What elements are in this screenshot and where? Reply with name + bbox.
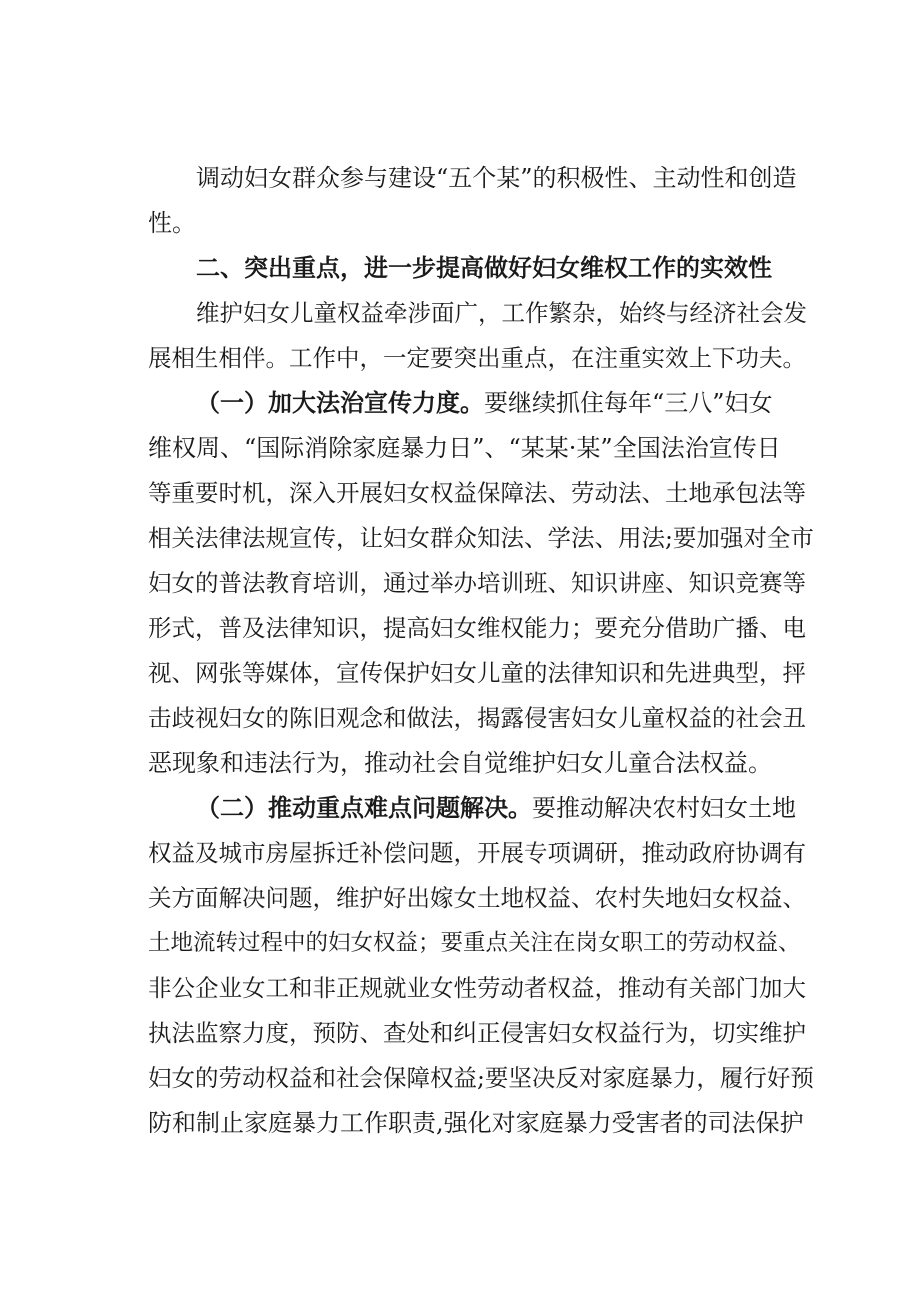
paragraph-line: 妇女的劳动权益和社会保障权益;要坚决反对家庭暴力，履行好预 <box>148 1064 814 1092</box>
paragraph-line: 形式，普及法律知识，提高妇女维权能力；要充分借助广播、电 <box>148 614 806 642</box>
section-heading: 二、突出重点，进一步提高做好妇女维权工作的实效性 <box>196 254 772 282</box>
paragraph-line: 展相生相伴。工作中，一定要突出重点，在注重实效上下功夫。 <box>148 344 806 372</box>
paragraph-line: 维权周、“国际消除家庭暴力日”、“某某·某”全国法治宣传日 <box>148 434 781 462</box>
subsection-title: （一）加大法治宣传力度。 <box>196 388 484 417</box>
paragraph-line: 非公企业女工和非正规就业女性劳动者权益，推动有关部门加大 <box>148 974 806 1002</box>
paragraph-line: 防和制止家庭暴力工作职责,强化对家庭暴力受害者的司法保护 <box>148 1109 804 1137</box>
subsection-text: 要继续抓住每年“三八”妇女 <box>484 389 773 417</box>
paragraph-line: 维护妇女儿童权益牵涉面广，工作繁杂，始终与经济社会发 <box>196 299 807 327</box>
paragraph-line: 视、网张等媒体，宣传保护妇女儿童的法律知识和先进典型，抨 <box>148 659 806 687</box>
subsection-text: 要推动解决农村妇女土地 <box>532 794 796 822</box>
paragraph-line: 相关法律法规宣传，让妇女群众知法、学法、用法;要加强对全市 <box>148 524 814 552</box>
paragraph-line: 妇女的普法教育培训，通过举办培训班、知识讲座、知识竞赛等 <box>148 569 806 597</box>
paragraph-line: 权益及城市房屋拆迁补偿问题，开展专项调研，推动政府协调有 <box>148 839 806 867</box>
paragraph-line: 恶现象和违法行为，推动社会自觉维护妇女儿童合法权益。 <box>148 749 772 777</box>
paragraph-line: 击歧视妇女的陈旧观念和做法，揭露侵害妇女儿童权益的社会丑 <box>148 704 806 732</box>
paragraph-line: 土地流转过程中的妇女权益；要重点关注在岗女职工的劳动权益、 <box>148 930 801 956</box>
paragraph-line: 关方面解决问题，维护好出嫁女土地权益、农村失地妇女权益、 <box>148 884 806 912</box>
subsection-line <box>196 388 813 418</box>
subsection-title: （二）推动重点难点问题解决。 <box>196 793 532 822</box>
paragraph-line: 等重要时机，深入开展妇女权益保障法、劳动法、土地承包法等 <box>148 479 806 507</box>
paragraph-line: 调动妇女群众参与建设“五个某”的积极性、主动性和创造 <box>196 164 797 192</box>
paragraph-line: 执法监察力度，预防、查处和纠正侵害妇女权益行为，切实维护 <box>148 1019 806 1047</box>
subsection-line <box>196 793 813 823</box>
paragraph-line: 性。 <box>148 209 196 237</box>
